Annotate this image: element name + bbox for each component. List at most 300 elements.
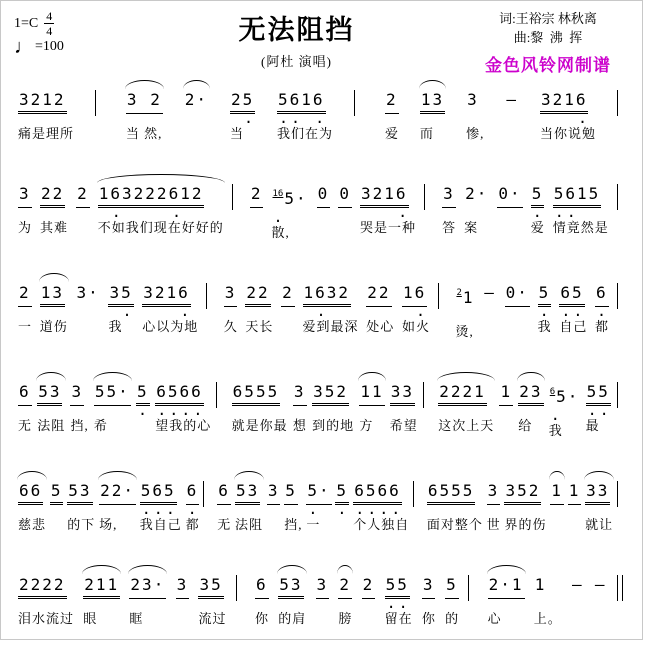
slur-arc-icon [125,80,164,89]
lyric-text: 最 [585,418,600,433]
lyric-text: 希 [93,418,108,433]
octave-dots [18,114,20,123]
note-digits: 0· [505,282,530,307]
note-digits: 6 [186,480,200,505]
octave-dots [571,599,573,608]
note-digits: 3 [316,574,330,599]
note-digits: 33 [585,480,610,505]
note-token [553,174,609,237]
slur-arc-icon [97,174,225,183]
note-digits: 55· [94,381,131,406]
octave-dots [442,208,444,217]
note-token [585,471,613,534]
octave-dots [316,599,318,608]
slur-zone [312,372,354,381]
note-digits: $^6$5· [549,387,580,406]
octave-dots: ... [141,500,178,518]
slur-zone [18,80,74,89]
lyric-text: 挡, [70,418,89,433]
barline [354,80,364,116]
note-digits: 53 [37,381,62,406]
octave-dots [250,208,252,217]
slur-zone [293,372,307,381]
note-digits: 3 2 [126,89,163,114]
lyric-text: 其难 [40,220,69,235]
note-digits: 5 [284,480,298,505]
note-token [445,565,459,628]
slur-zone [83,565,120,574]
octave-dots [499,406,501,415]
lyric-text: 当 然, [125,126,163,141]
barline [413,471,423,507]
note-token [505,80,519,143]
grace-note: 6 [549,387,556,397]
barline-icon [438,283,439,309]
slur-zone [413,471,423,480]
note-digits: 22· [99,480,136,505]
octave-dots [338,208,340,217]
slur-zone [277,80,333,89]
note-digits: 2 [362,574,376,599]
slur-arc-icon [98,471,137,480]
barline-icon [236,575,237,601]
note-token [338,174,352,237]
octave-dots [534,599,536,608]
note-digits: 163222612 [98,183,205,208]
octave-dots [198,599,200,608]
note-digits: 5 [335,480,349,505]
slur-zone [445,565,459,574]
slur-arc-icon [487,565,526,574]
octave-dots [505,307,507,316]
lyric-text: 都 [185,517,200,532]
barline-icon [95,90,96,116]
lyric-text: 你 [421,611,436,626]
barline [236,565,246,601]
lyricist-credit: 词:王裕宗 林秋离 [499,11,597,26]
octave-dots: . [138,401,151,419]
note-token [402,273,430,336]
note-digits: 2· [184,90,209,109]
barline [423,372,433,408]
note-token [18,174,32,237]
lyric-text: 这次上天 [438,418,495,433]
note-digits: 5 [538,282,552,307]
note-token [18,372,32,435]
slur-zone [245,273,273,282]
note-digits: 6 [595,282,609,307]
lyric-text: 膀 [338,611,353,626]
note-token [487,471,501,534]
slur-zone [40,174,68,183]
note-token [18,80,74,143]
slur-zone [18,372,32,381]
note-token [571,565,585,628]
note-token [50,471,64,534]
octave-dots [18,599,20,608]
slur-zone [306,471,331,480]
note-digits: 2 [76,183,90,208]
note-token [75,273,100,336]
credits-block [459,6,637,76]
note-token [390,372,418,435]
note-digits: 2221 [438,381,487,406]
note-token [559,273,587,336]
note-digits: 6566 [353,480,402,505]
slur-zone [617,471,627,480]
slur-zone [98,174,224,183]
octave-dots [267,505,269,514]
note-digits: 0 [317,183,331,208]
note-digits: 6 [18,381,32,406]
barline-icon [617,382,618,408]
lyric-text: 惨, [466,126,485,141]
octave-dots: . [403,302,429,320]
slur-zone [353,471,409,480]
note-token [338,565,352,628]
lyric-text: 痛是理所 [18,126,75,141]
music-line [6,565,637,628]
note-digits: 1 [534,575,547,594]
slur-zone [338,174,352,183]
lyric-text: 情竟然是 [552,220,609,235]
lyric-text: 个人独自 [353,517,410,532]
octave-dots [504,505,506,514]
slur-zone [427,471,483,480]
slur-zone [142,273,198,282]
lyric-text: 而 [419,126,434,141]
note-token [284,471,302,534]
slur-zone [108,273,134,282]
note-digits: 65 [559,282,584,307]
note-token [18,565,74,628]
note-token [538,273,552,336]
barline [232,174,242,210]
octave-dots: .... [157,401,206,419]
lyric-text: 就让 [585,517,614,532]
note-digits: $^{16}$5· [272,189,308,208]
lyric-text: 答 [442,220,457,235]
slur-zone [50,471,64,480]
time-signature-bottom: 4 [46,24,53,38]
lyric-text: 当你说勉 [539,126,596,141]
slur-zone [531,174,545,183]
note-digits: 2·1 [488,574,525,599]
slur-zone [99,471,136,480]
music-line [6,273,637,341]
note-digits: 1632 [303,282,352,307]
barline [617,174,627,210]
note-token [317,174,331,237]
lyric-text: 爱 [530,220,545,235]
note-digits: 2222 [18,574,67,599]
octave-dots: . [362,203,411,221]
lyric-text: 无 [18,418,33,433]
slur-zone [390,372,418,381]
slur-zone [186,471,200,480]
octave-dots [278,599,280,608]
key-tempo-block [6,6,134,58]
lyric-text: 希望 [389,418,418,433]
note-digits: 13 [40,282,65,307]
note-token [255,565,269,628]
octave-dots: .... [355,500,404,518]
slur-zone [206,273,216,282]
slur-zone [488,565,525,574]
note-token [595,273,609,336]
note-digits: 3 [467,90,479,109]
note-digits: 5 [445,574,459,599]
note-token [224,273,238,336]
note-token [198,565,226,628]
note-token [306,471,331,534]
note-digits: 5615 [553,183,602,208]
note-digits: 2 [385,89,399,114]
note-digits: 35 [108,282,133,307]
octave-dots [550,505,552,514]
note-token [98,174,224,237]
note-digits: 3 [487,480,501,505]
slur-zone [217,471,231,480]
slur-zone [236,565,246,574]
song-title: 无法阻挡 [238,15,355,45]
note-token [37,372,65,435]
note-digits: 352 [504,480,541,505]
slur-zone [534,565,562,574]
note-token [272,174,309,242]
note-digits: 6 [255,574,269,599]
slur-zone [360,174,416,183]
slur-zone [571,565,585,574]
note-digits: 3216 [142,282,191,307]
slur-zone [464,174,489,183]
octave-dots [224,307,226,316]
note-token [186,471,200,534]
note-digits: 3 [442,183,456,208]
lyric-text: 我 [537,319,552,334]
note-token [360,174,416,237]
note-digits: 3212 [18,89,67,114]
note-token [230,80,256,143]
lyric-text: 我 [548,423,563,438]
lyric-text: 望我的心 [155,418,212,433]
note-token [312,372,354,435]
note-digits: 23· [129,574,166,599]
slur-arc-icon [82,565,121,574]
note-digits: 1 [568,480,582,505]
octave-dots [18,406,20,415]
note-token [466,80,484,143]
tempo-value: =100 [35,39,64,54]
slur-zone [550,471,564,480]
note-digits: 2 [281,282,295,307]
slur-zone [255,565,269,574]
octave-dots [18,307,20,316]
slur-zone [455,273,475,282]
slur-zone [438,372,494,381]
grace-note: 2 [456,288,462,298]
octave-dots: . [541,109,591,127]
octave-dots [390,406,392,415]
barline [216,372,226,408]
slur-zone [559,273,587,282]
note-digits: 66 [18,480,43,505]
key-signature: 1=C [14,15,39,31]
quarter-note-icon: ♩ [14,35,34,58]
slur-zone [18,273,32,282]
octave-dots: .. . [279,109,328,127]
slur-zone [466,80,484,89]
barline-icon [232,184,233,210]
slur-zone [402,273,430,282]
barline-icon [424,184,425,210]
lyric-text: 心以为地 [142,319,199,334]
note-digits: 5· [306,480,331,505]
octave-dots [40,208,42,217]
note-token [518,372,543,435]
slur-zone [568,471,582,480]
header [6,6,637,75]
note-token [217,471,231,534]
slur-zone [203,471,213,480]
barline-icon [206,283,207,309]
barline [617,471,627,507]
note-token [136,372,150,435]
slur-zone [585,471,613,480]
lyric-text: 爱到最深 [302,319,359,334]
octave-dots [126,114,128,123]
note-token [232,372,288,435]
music-line [6,80,637,143]
octave-dots: .. [386,594,411,612]
octave-dots [585,505,587,514]
barline [206,273,216,309]
octave-dots: . [273,208,286,226]
octave-dots [176,599,178,608]
note-digits: 2 [338,574,352,599]
slur-zone [354,80,364,89]
slur-zone [497,174,522,183]
note-digits: 6555 [232,381,281,406]
slur-zone [75,273,100,282]
lyric-text: 烫, [455,324,474,339]
slur-zone [129,565,166,574]
note-digits: 1 [550,480,564,505]
lyric-text: 处心 [366,319,395,334]
note-token [531,174,545,237]
note-token [427,471,483,534]
lyric-text: 留在 [384,611,413,626]
time-signature [44,10,54,37]
slur-zone [538,273,552,282]
octave-dots: . [597,302,610,320]
octave-dots [83,599,85,608]
lyric-text: 眶 [129,611,144,626]
note-token [488,565,525,628]
slur-zone [284,471,302,480]
octave-dots [366,307,368,316]
octave-dots [217,505,219,514]
octave-dots [293,406,295,415]
octave-dots [420,114,422,123]
note-token [126,80,163,143]
note-digits: 23 [518,381,543,406]
note-digits: 6566 [155,381,204,406]
slur-zone [438,273,448,282]
slur-zone [235,471,263,480]
note-token [40,174,68,237]
octave-dots [255,599,257,608]
octave-dots [594,599,596,608]
note-digits: 25 [230,89,255,114]
octave-dots: . [304,302,353,320]
note-token [499,372,513,435]
lyric-text: 不如我们现在好好的 [97,220,224,235]
octave-dots: . [337,500,350,518]
music-line [6,471,637,534]
note-digits: 53 [278,574,303,599]
lyric-text: 上。 [533,611,562,626]
note-token [504,471,546,534]
slur-arc-icon [277,565,307,574]
note-digits: 35 [198,574,223,599]
octave-dots [466,114,468,123]
note-token [366,273,394,336]
note-token [277,80,333,143]
slur-zone [224,273,238,282]
lyric-text: 为 [18,220,33,235]
note-token [464,174,489,237]
slur-zone [420,80,445,89]
note-digits: 22 [366,282,391,307]
final-barline-icon [617,575,623,601]
note-token [250,174,264,237]
slur-zone [362,565,376,574]
note-token [362,565,376,628]
slur-zone [424,174,434,183]
note-token [83,565,120,628]
slur-arc-icon [337,565,353,574]
slur-zone [385,565,413,574]
octave-dots: . [232,109,257,127]
octave-dots: . [110,302,135,320]
lyric-text: 的下 [67,517,96,532]
performer: (阿杜 演唱) [261,54,332,69]
lyric-text: 爱 [384,126,399,141]
note-token [505,273,530,336]
slur-arc-icon [358,372,385,381]
slur-zone [278,565,306,574]
note-token [140,471,182,534]
note-digits: 2 [250,183,264,208]
note-token [316,565,330,628]
note-digits: — [484,283,496,302]
lyric-text: 眼 [83,611,98,626]
note-digits: 53 [235,480,260,505]
octave-dots [75,307,77,316]
slur-arc-icon [234,471,264,480]
slur-zone [423,372,433,381]
slur-zone [18,471,46,480]
slur-zone [317,174,331,183]
barline [438,273,448,309]
lyric-text: 散, [271,225,290,240]
barline [617,273,627,309]
slur-zone [483,273,497,282]
slur-zone [505,273,530,282]
octave-dots [445,599,447,608]
octave-dots: . [539,302,552,320]
